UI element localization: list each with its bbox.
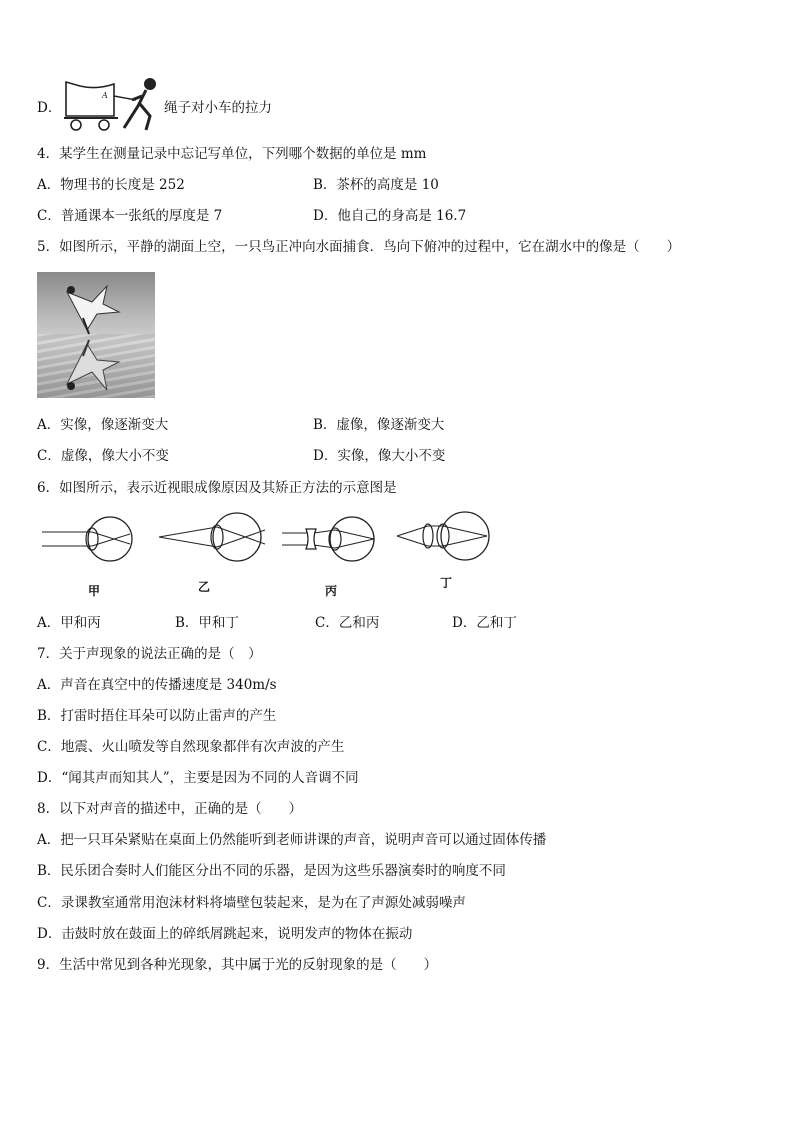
q4-option-b: B．茶杯的高度是 10 xyxy=(313,177,439,193)
q8-option-c: C．录课教室通常用泡沫材料将墙壁包装起来，是为在了声源处减弱噪声 xyxy=(37,895,466,911)
caption-yi: 乙 xyxy=(198,580,211,594)
q8-option-a: A．把一只耳朵紧贴在桌面上仍然能听到老师讲课的声音，说明声音可以通过固体传播 xyxy=(37,832,547,848)
q5-stem: 5．如图所示，平静的湖面上空，一只鸟正冲向水面捕食．鸟向下俯冲的过程中，它在湖水中的像是（ ） xyxy=(37,239,681,255)
q6-option-c: C．乙和丙 xyxy=(315,615,380,631)
q7-option-a: A．声音在真空中的传播速度是 340m/s xyxy=(37,677,277,693)
caption-ding: 丁 xyxy=(440,576,453,590)
q6-option-a: A．甲和丙 xyxy=(37,615,101,631)
eye-diagram-bing xyxy=(280,512,380,572)
q7-option-d: D．“闻其声而知其人”，主要是因为不同的人音调不同 xyxy=(37,770,359,786)
cart-pulling-figure xyxy=(62,76,162,134)
q6-option-b: B．甲和丁 xyxy=(175,615,239,631)
q7-option-b: B．打雷时捂住耳朵可以防止雷声的产生 xyxy=(37,708,277,724)
caption-jia: 甲 xyxy=(88,584,101,598)
svg-text:A: A xyxy=(102,91,108,100)
q7-stem: 7．关于声现象的说法正确的是（ ） xyxy=(37,646,262,662)
eye-diagram-yi xyxy=(155,510,270,570)
q8-option-d: D．击鼓时放在鼓面上的碎纸屑跳起来，说明发声的物体在振动 xyxy=(37,926,413,942)
q5-option-b: B．虚像，像逐渐变大 xyxy=(313,417,445,433)
q6-option-d: D．乙和丁 xyxy=(452,615,517,631)
q4-option-c: C．普通课本一张纸的厚度是 7 xyxy=(37,208,223,224)
q3-option-d-label: D． xyxy=(37,100,62,116)
q8-option-b: B．民乐团合奏时人们能区分出不同的乐器，是因为这些乐器演奏时的响度不同 xyxy=(37,863,506,879)
bird-over-lake-photo xyxy=(37,272,155,398)
q5-option-d: D．实像，像大小不变 xyxy=(313,448,446,464)
q8-stem: 8．以下对声音的描述中，正确的是（ ） xyxy=(37,801,303,817)
q4-option-d: D．他自己的身高是 16.7 xyxy=(313,208,467,224)
q5-option-a: A．实像，像逐渐变大 xyxy=(37,417,169,433)
q3-option-d-text: 绳子对小车的拉力 xyxy=(164,100,272,116)
q4-stem: 4．某学生在测量记录中忘记写单位，下列哪个数据的单位是 mm xyxy=(37,146,427,162)
q5-option-c: C．虚像，像大小不变 xyxy=(37,448,169,464)
caption-bing: 丙 xyxy=(325,584,338,598)
eye-diagram-jia xyxy=(40,512,135,572)
eye-diagram-ding xyxy=(395,508,495,570)
q4-option-a: A．物理书的长度是 252 xyxy=(37,177,185,193)
q6-stem: 6．如图所示，表示近视眼成像原因及其矫正方法的示意图是 xyxy=(37,480,397,496)
q7-option-c: C．地震、火山喷发等自然现象都伴有次声波的产生 xyxy=(37,739,345,755)
q9-stem: 9．生活中常见到各种光现象，其中属于光的反射现象的是（ ） xyxy=(37,957,438,973)
